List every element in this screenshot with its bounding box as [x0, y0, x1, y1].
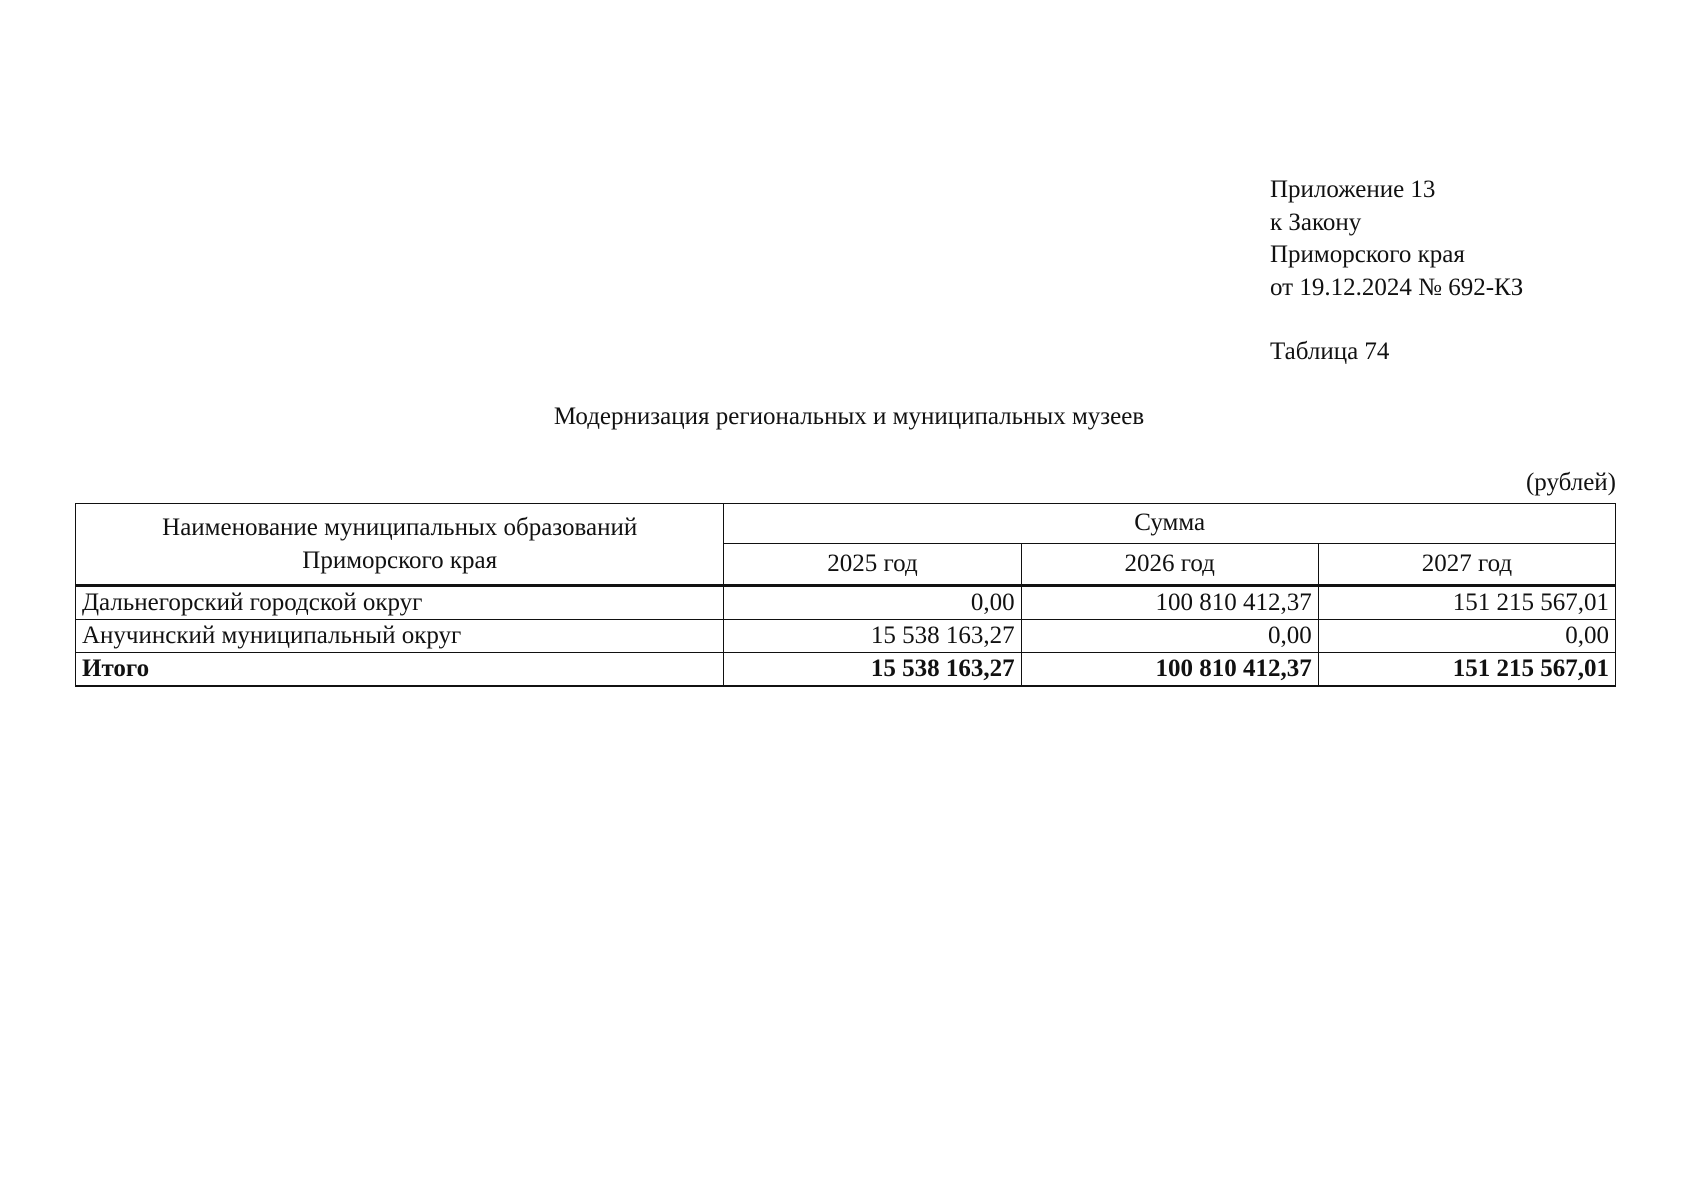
municipality-name: Анучинский муниципальный округ: [76, 620, 724, 653]
appendix-law: к Закону: [1270, 208, 1362, 236]
amount-2027: 151 215 567,01: [1318, 586, 1615, 620]
year-header-2025: 2025 год: [724, 543, 1021, 585]
amount-2025: 15 538 163,27: [724, 620, 1021, 653]
amount-2027: 0,00: [1318, 620, 1615, 653]
appendix-header: [1270, 174, 1523, 304]
total-row: [76, 653, 1616, 687]
budget-table: [75, 503, 1616, 687]
units-label: (рублей): [1525, 469, 1616, 496]
total-2027: 151 215 567,01: [1318, 653, 1615, 687]
document-title: Модернизация региональных и муниципальных музеев: [553, 403, 1145, 430]
amount-2026: 100 810 412,37: [1021, 586, 1318, 620]
name-header-line1: Наименование муниципальных образований: [162, 514, 638, 541]
table-header-row: [76, 504, 1616, 544]
appendix-date: от 19.12.2024 № 692-КЗ: [1270, 273, 1524, 301]
total-label: Итого: [76, 653, 724, 687]
sum-column-header: Сумма: [724, 504, 1616, 544]
table-row: [76, 586, 1616, 620]
total-2026: 100 810 412,37: [1021, 653, 1318, 687]
name-column-header: [76, 504, 724, 586]
appendix-number: Приложение 13: [1270, 176, 1436, 203]
appendix-region: Приморского края: [1270, 241, 1465, 268]
table-number: Таблица 74: [1270, 338, 1390, 365]
year-header-2027: 2027 год: [1318, 543, 1615, 585]
amount-2025: 0,00: [724, 586, 1021, 620]
year-header-2026: 2026 год: [1021, 543, 1318, 585]
table-row: [76, 620, 1616, 653]
total-2025: 15 538 163,27: [724, 653, 1021, 687]
amount-2026: 0,00: [1021, 620, 1318, 653]
name-header-line2: Приморского края: [302, 547, 498, 574]
municipality-name: Дальнегорский городской округ: [76, 586, 724, 620]
